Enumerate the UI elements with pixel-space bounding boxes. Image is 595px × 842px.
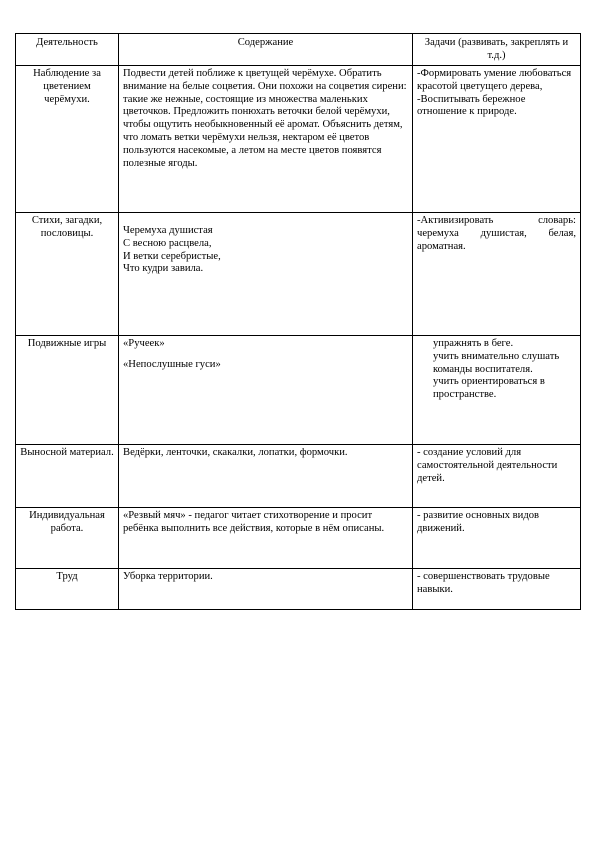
task-text: -Активизировать словарь: черемуха душистая, белая, ароматная. bbox=[417, 215, 576, 252]
content-cell: «Резвый мяч» - педагог читает стихотворение и просит ребёнка выполнить все действия, которые в нём описаны. bbox=[119, 508, 413, 569]
table-row bbox=[16, 445, 581, 508]
content-cell: Ведёрки, ленточки, скакалки, лопатки, формочки. bbox=[119, 445, 413, 508]
game-name: «Непослушные гуси» bbox=[123, 358, 221, 370]
task-text: -Формировать умение любоваться красотой цветущего дерева, bbox=[417, 68, 572, 92]
tasks-cell bbox=[413, 445, 581, 508]
table-row bbox=[16, 569, 581, 610]
activity-cell: Выносной материал. bbox=[16, 445, 119, 508]
table-row bbox=[16, 213, 581, 336]
tasks-cell bbox=[413, 569, 581, 610]
tasks-cell bbox=[413, 336, 581, 445]
tasks-cell bbox=[413, 66, 581, 213]
task-text: -Воспитывать бережное отношение к природе. bbox=[417, 93, 526, 118]
activity-cell: Индивидуальная работа. bbox=[16, 508, 119, 569]
header-tasks: Задачи (развивать, закреплять и т.д.) bbox=[413, 34, 581, 66]
table-header-row bbox=[16, 34, 581, 66]
activity-plan-table bbox=[15, 33, 581, 610]
tasks-cell bbox=[413, 213, 581, 336]
task-text: - развитие основных видов движений. bbox=[417, 510, 540, 534]
content-cell bbox=[119, 213, 413, 336]
activity-cell: Подвижные игры bbox=[16, 336, 119, 445]
activity-cell: Наблюдение за цветением черёмухи. bbox=[16, 66, 119, 213]
header-activity: Деятельность bbox=[16, 34, 119, 66]
task-text: - совершенствовать трудовые навыки. bbox=[417, 571, 550, 595]
content-cell: Подвести детей поближе к цветущей черёмухе. Обратить внимание на белые соцветия. Они похожи на соцветия сирени: такие же нежные, состоящие из множества маленьких цветочков. Предложить понюхать веточки белой черёмухи, чтобы ощутить необыкновенный её аромат. Объяснить детям, что ломать ветки черёмухи нельзя, нектаром её цветов пользуются насекомые, а летом на месте цветов появятся полезные ягоды. bbox=[119, 66, 413, 213]
game-name: «Ручеек» bbox=[123, 338, 165, 349]
activity-cell: Стихи, загадки, пословицы. bbox=[16, 213, 119, 336]
content-cell bbox=[119, 336, 413, 445]
game-task-list bbox=[417, 338, 576, 402]
table-row bbox=[16, 508, 581, 569]
poem-line: И ветки серебристые, bbox=[123, 250, 221, 262]
list-item: учить внимательно слушать команды воспитателя. bbox=[433, 350, 560, 375]
activity-cell: Труд bbox=[16, 569, 119, 610]
poem-line: С весною расцвела, bbox=[123, 237, 212, 249]
tasks-cell bbox=[413, 508, 581, 569]
list-item: упражнять в беге. bbox=[433, 338, 514, 349]
poem-line: Черемуха душистая bbox=[123, 225, 213, 236]
task-text: - создание условий для самостоятельной деятельности детей. bbox=[417, 447, 558, 484]
poem-line: Что кудри завила. bbox=[123, 263, 204, 275]
list-item: учить ориентироваться в пространстве. bbox=[433, 376, 545, 401]
content-cell: Уборка территории. bbox=[119, 569, 413, 610]
table-row bbox=[16, 336, 581, 445]
table-row bbox=[16, 66, 581, 213]
header-content: Содержание bbox=[119, 34, 413, 66]
